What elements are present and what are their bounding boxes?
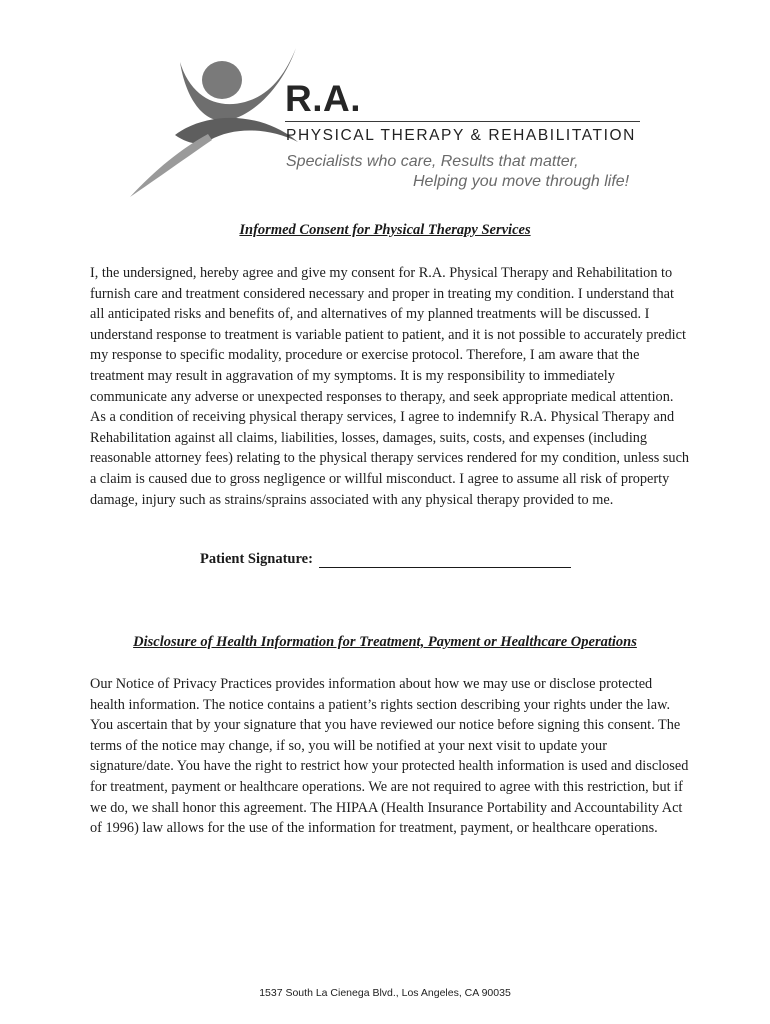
signature-label: Patient Signature: (200, 551, 313, 567)
signature-line[interactable] (319, 551, 571, 568)
logo-body-icon (175, 118, 298, 144)
company-logo (120, 40, 660, 205)
company-name: PHYSICAL THERAPY & REHABILITATION (286, 127, 636, 144)
logo-head-icon (202, 61, 242, 99)
footer-address: 1537 South La Cienega Blvd., Los Angeles, CA 90035 (259, 987, 511, 999)
consent-title: Informed Consent for Physical Therapy Services (239, 222, 531, 238)
signature-row (200, 551, 571, 568)
tagline-line-2: Helping you move through life! (413, 173, 630, 190)
tagline-line-1: Specialists who care, Results that matter, (286, 153, 579, 170)
logo-divider (285, 121, 640, 122)
figure-logo-icon (120, 40, 300, 205)
logo-leg-icon (130, 134, 212, 197)
disclosure-title: Disclosure of Health Information for Treatment, Payment or Healthcare Operations (133, 634, 637, 650)
disclosure-body: Our Notice of Privacy Practices provides information about how we may use or disclose protected health information. The notice contains a patient’s rights section describing your rights under the law. You ascertain that by your signature that you have reviewed our notice before signing this consent. The terms of the notice may change, if so, you will be notified at your next visit to update your signature/date. You have the right to restrict how your protected health information is used and disclosed for treatment, payment or healthcare operations. We are not required to agree with this restriction, but if we do, we shall honor this agreement. The HIPAA (Health Insurance Portability and Accountability Act of 1996) law allows for the use of the information for treatment, payment, or healthcare operations. (90, 676, 689, 837)
consent-body: I, the undersigned, hereby agree and give my consent for R.A. Physical Therapy and Rehabilitation to furnish care and treatment considered necessary and proper in treating my condition. I understand that all anticipated risks and benefits of, and alternatives of my planned treatments will be discussed. I understand response to treatment is variable patient to patient, and it is not possible to accurately predict my response to specific modality, procedure or exercise protocol. Therefore, I am aware that the treatment may result in aggravation of my symptoms. It is my responsibility to immediately communicate any adverse or unexpected responses to therapy, and seek appropriate medical attention. As a condition of receiving physical therapy services, I agree to indemnify R.A. Physical Therapy and Rehabilitation against all claims, liabilities, losses, damages, suits, costs, and expenses (including reasonable attorney fees) relating to the physical therapy services rendered for my condition, unless such a claim is caused due to gross negligence or willful misconduct. I agree to assume all risk of property damage, injury such as strains/sprains associated with any physical therapy provided to me. (90, 265, 690, 508)
logo-initials: R.A. (285, 78, 361, 119)
